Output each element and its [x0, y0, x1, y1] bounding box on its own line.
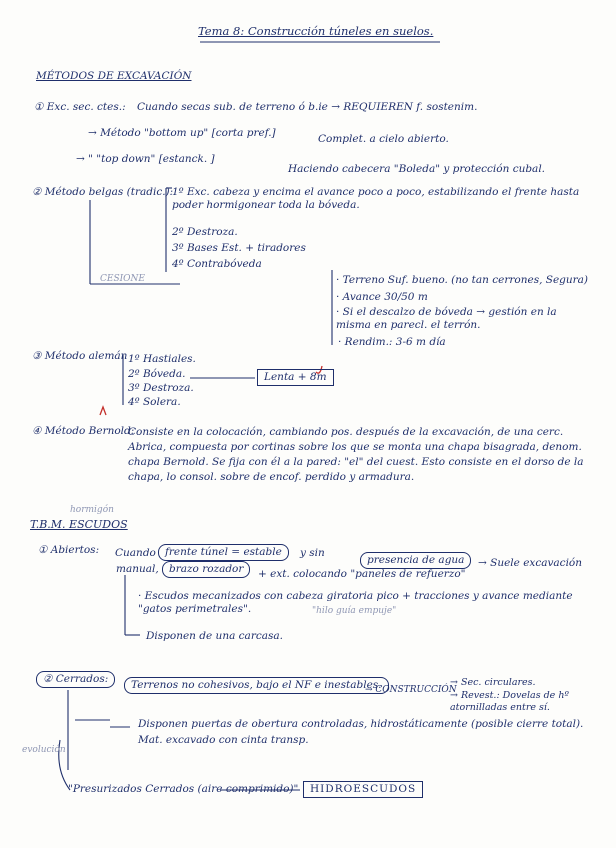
method-4-text: Consiste en la colocación, cambiando pos. después de la excavación, de una cerc. Abrica, compuesta por cortinas sobre los que se monta una chapa bisagrada, denom. chapa Bernold. Se fija con él a la pared: "el" del cuest. Esto consiste en el dorso de la chapa, lo consol. sobre de encof. perdido y armadura.	[128, 426, 584, 483]
tbm-closed-doors: Disponen puertas de obertura controladas, hidrostáticamente (posible cierre total). Mat. excavado con cinta transp.	[138, 718, 584, 746]
hydroshield-box: HIDROESCUDOS	[303, 781, 423, 798]
method-3-step-3: 3º Destroza.	[128, 382, 194, 394]
method-1-bottomup: → Método "bottom up" [corta pref.]	[88, 127, 276, 139]
section-heading-excavation: MÉTODOS DE EXCAVACIÓN	[36, 70, 192, 82]
tbm-open-l1d: presencia de agua	[360, 552, 471, 569]
tbm-closed-opt-2: → Revest.: Dovelas de hº atornilladas entre sí.	[450, 690, 569, 713]
method-2-step-3: 3º Bases Est. + tiradores	[172, 242, 306, 254]
method-1-text: Cuando secas sub. de terreno ó b.ie → REQUIEREN f. sostenim.	[137, 101, 478, 113]
tbm-open-l3: · Escudos mecanizados con cabeza giratoria pico + tracciones y avance mediante "gatos perimetrales".	[138, 590, 573, 616]
method-1-label: ① Exc. sec. ctes.:	[34, 101, 126, 113]
method-4-label: ④ Método Bernold:	[32, 425, 135, 437]
tbm-closed-pressurized: "Presurizados Cerrados (aire comprimido)"	[68, 783, 299, 795]
method-2-prop-3: · Si el descalzo de bóveda → gestión en la misma en parecl. el terrón.	[336, 306, 557, 332]
method-2-prop-1: · Terreno Suf. bueno. (no tan cerrones, Segura)	[336, 274, 589, 286]
tbm-open-l1c: y sin	[300, 547, 325, 559]
tbm-subnote: hormigón	[70, 505, 114, 515]
tbm-closed-terrain: Terrenos no cohesivos, bajo el NF e inestables.	[124, 677, 389, 694]
method-2-prop-4: · Rendim.: 3-6 m día	[338, 336, 446, 348]
method-1-topdown-desc: Haciendo cabecera "Boleda" y protección cubal.	[288, 163, 546, 175]
method-2-label: ② Método belgas (tradic.):	[32, 186, 174, 198]
method-2-prop-2: · Avance 30/50 m	[336, 291, 428, 303]
tbm-closed-arrow: → CONSTRUCCIÓN	[365, 685, 457, 695]
tbm-open-l4: Disponen de una carcasa.	[146, 630, 283, 642]
method-2-step-4: 4º Contrabóveda	[172, 258, 262, 270]
method-3-result: Lenta + 8m	[257, 369, 334, 386]
page-title: Tema 8: Construcción túneles en suelos.	[198, 24, 434, 38]
section-heading-tbm: T.B.M. ESCUDOS	[30, 518, 128, 531]
tbm-open-l2b: brazo rozador	[162, 561, 250, 578]
method-2-step-2: 2º Destroza.	[172, 226, 238, 238]
method-3-step-2: 2º Bóveda.	[128, 368, 186, 380]
tbm-open-l1b: frente túnel = estable	[158, 544, 289, 561]
tbm-closed-opt-1: → Sec. circulares.	[450, 677, 536, 688]
tbm-open-l1a: Cuando	[115, 547, 156, 559]
tbm-open-l2a: manual,	[116, 563, 159, 575]
method-3-step-4: 4º Solera.	[128, 396, 181, 408]
method-2-note: CESIONE	[100, 274, 145, 284]
method-1-bottomup-desc: Complet. a cielo abierto.	[318, 133, 449, 145]
tbm-closed-side-note: evolución	[22, 745, 66, 755]
method-3-label: ③ Método alemán	[32, 350, 128, 362]
tbm-open-l1e: → Suele excavación	[478, 557, 583, 569]
tbm-open-l3b: "hilo guía empuje"	[312, 606, 397, 616]
method-3-step-1: 1º Hastiales.	[128, 353, 196, 365]
method-1-topdown: → " "top down" [estanck. ]	[76, 153, 215, 165]
tbm-closed-label: ② Cerrados:	[36, 671, 115, 688]
method-2-step-1: 1º Exc. cabeza y encima el avance poco a poco, estabilizando el frente hasta poder hormigonear toda la bóveda.	[172, 186, 580, 212]
tbm-open-label: ① Abiertos:	[38, 544, 100, 556]
tbm-open-l2c: + ext. colocando "paneles de refuerzo"	[258, 568, 466, 580]
